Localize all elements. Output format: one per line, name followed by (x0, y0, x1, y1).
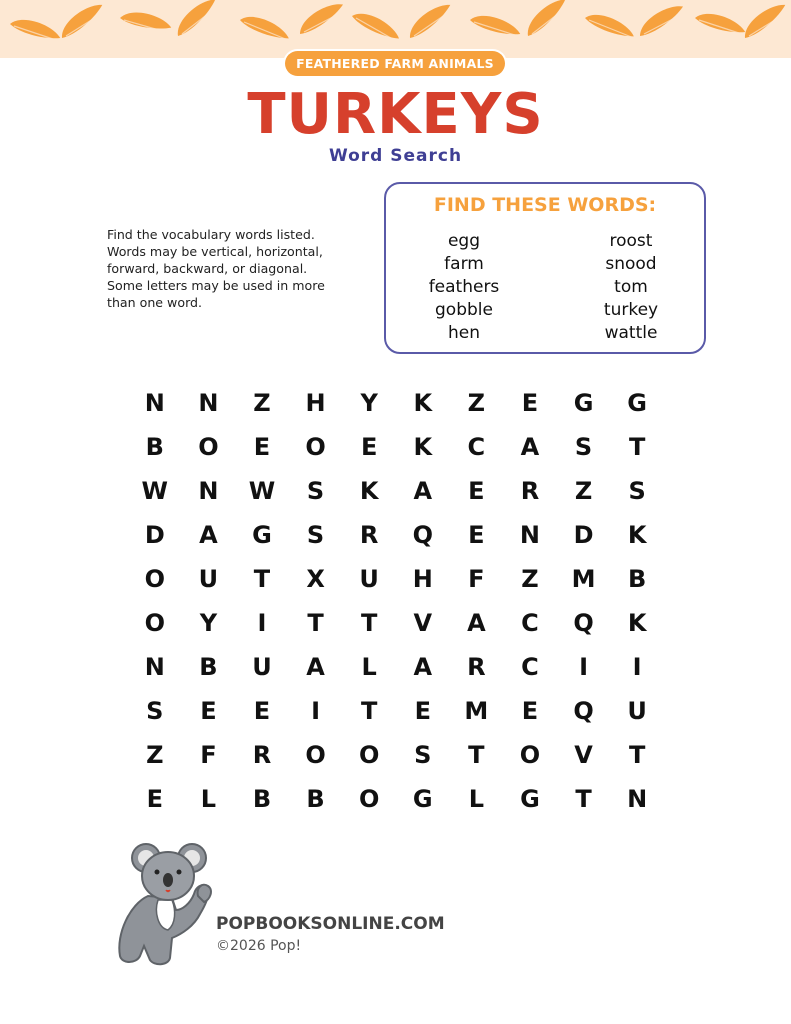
instructions-text (107, 226, 377, 311)
grid-letter: O (144, 565, 165, 593)
word-list-left (399, 230, 529, 345)
grid-letter: Z (146, 741, 164, 769)
grid-letter: B (145, 433, 164, 461)
grid-letter: Z (253, 389, 271, 417)
grid-letter: F (468, 565, 485, 593)
grid-letter: B (306, 785, 325, 813)
grid-letter: K (413, 433, 433, 461)
word-item: feathers (428, 277, 500, 297)
grid-letter: C (467, 433, 486, 461)
grid-letter: C (521, 609, 539, 637)
grid-letter: Y (360, 389, 378, 417)
instructions-line: Find the vocabulary words listed. (107, 227, 315, 242)
grid-letter: O (358, 785, 380, 813)
grid-letter: T (360, 609, 378, 637)
grid-letter: T (468, 741, 485, 769)
grid-letter: U (359, 565, 379, 593)
grid-letter: K (359, 477, 379, 505)
feather-banner (0, 0, 791, 58)
word-item: roost (609, 231, 653, 251)
grid-letter: E (414, 697, 431, 725)
feather-pattern-icon (0, 0, 791, 58)
grid-letter: E (468, 477, 485, 505)
grid-letter: A (306, 653, 325, 681)
grid-letter: O (198, 433, 219, 461)
grid-letter: S (628, 477, 646, 505)
page-subtitle: Word Search (328, 146, 463, 166)
grid-letter: E (200, 697, 217, 725)
grid-letter: H (305, 389, 326, 417)
grid-row (128, 557, 664, 601)
grid-letter: Q (412, 521, 433, 549)
grid-letter: T (575, 785, 592, 813)
grid-letter: L (361, 653, 377, 681)
word-item: turkey (603, 300, 659, 320)
grid-letter: I (579, 653, 589, 681)
grid-letter: A (199, 521, 218, 549)
grid-letter: Z (574, 477, 593, 505)
grid-letter: N (627, 785, 648, 813)
grid-letter: R (520, 477, 540, 505)
grid-row (128, 777, 664, 821)
word-item: tom (614, 277, 648, 297)
grid-letter: S (306, 477, 325, 505)
category-badge: FEATHERED FARM ANIMALS (285, 51, 505, 76)
grid-letter: G (520, 785, 540, 813)
grid-letter: S (306, 521, 325, 549)
grid-letter: T (253, 565, 271, 593)
grid-letter: U (198, 565, 219, 593)
grid-letter: L (468, 785, 484, 813)
grid-row (128, 689, 664, 733)
grid-letter: G (573, 389, 594, 417)
grid-letter: R (252, 741, 272, 769)
grid-letter: G (627, 389, 647, 417)
grid-row (128, 601, 664, 645)
grid-letter: F (200, 741, 217, 769)
grid-letter: V (574, 741, 593, 769)
grid-letter: E (468, 521, 485, 549)
word-list-box (384, 182, 706, 354)
grid-letter: I (257, 609, 267, 637)
word-item: hen (447, 323, 480, 343)
grid-letter: T (628, 741, 646, 769)
grid-letter: H (412, 565, 433, 593)
grid-letter: N (198, 477, 219, 505)
grid-letter: Z (521, 565, 539, 593)
word-list-title: FIND THESE WORDS: (433, 194, 657, 216)
grid-letter: Y (199, 609, 218, 637)
grid-letter: A (413, 653, 433, 681)
grid-letter: R (359, 521, 379, 549)
word-item: farm (444, 254, 484, 274)
grid-letter: I (632, 653, 642, 681)
grid-letter: Z (467, 389, 486, 417)
grid-letter: E (146, 785, 163, 813)
word-item: wattle (604, 323, 658, 343)
grid-letter: N (519, 521, 540, 549)
instructions-line: Words may be vertical, horizontal, (107, 244, 323, 259)
grid-letter: S (414, 741, 432, 769)
grid-letter: E (360, 433, 378, 461)
website-label: POPBOOKSONLINE.COM (216, 914, 445, 934)
grid-row (128, 513, 664, 557)
grid-letter: T (307, 609, 324, 637)
grid-letter: E (253, 697, 271, 725)
grid-letter: T (360, 697, 378, 725)
grid-letter: E (521, 389, 539, 417)
grid-letter: N (144, 389, 165, 417)
grid-letter: R (467, 653, 486, 681)
grid-letter: K (627, 521, 647, 549)
grid-letter: E (253, 433, 271, 461)
instructions-line: Some letters may be used in more (107, 278, 325, 293)
grid-letter: K (627, 609, 647, 637)
grid-letter: V (413, 609, 433, 637)
grid-letter: O (358, 741, 380, 769)
grid-letter: X (306, 565, 325, 593)
grid-letter: O (519, 741, 541, 769)
grid-letter: O (144, 609, 165, 637)
word-list-right (566, 230, 696, 345)
page-title: TURKEYS (247, 82, 544, 147)
grid-letter: G (412, 785, 433, 813)
grid-letter: B (199, 653, 218, 681)
grid-letter: N (144, 653, 165, 681)
grid-row (128, 645, 664, 689)
grid-letter: A (520, 433, 540, 461)
grid-letter: O (305, 741, 326, 769)
grid-row (128, 469, 664, 513)
instructions-line: than one word. (107, 295, 203, 310)
grid-letter: W (248, 477, 276, 505)
grid-letter: S (146, 697, 164, 725)
grid-letter: W (141, 477, 169, 505)
grid-letter: U (252, 653, 272, 681)
grid-row (128, 381, 664, 425)
grid-letter: S (574, 433, 593, 461)
grid-letter: U (627, 697, 647, 725)
grid-row (128, 425, 664, 469)
grid-letter: Q (573, 697, 594, 725)
word-item: gobble (435, 300, 493, 320)
grid-letter: B (627, 565, 647, 593)
word-search-grid (128, 381, 664, 821)
grid-letter: A (413, 477, 433, 505)
word-item: snood (605, 254, 657, 274)
grid-letter: A (467, 609, 486, 637)
koala-icon (110, 838, 220, 966)
grid-letter: C (521, 653, 539, 681)
grid-letter: K (413, 389, 433, 417)
instructions-line: forward, backward, or diagonal. (107, 261, 308, 276)
grid-letter: M (571, 565, 596, 593)
grid-letter: D (573, 521, 594, 549)
word-item: egg (447, 231, 481, 251)
grid-letter: D (144, 521, 165, 549)
grid-letter: T (628, 433, 646, 461)
grid-letter: G (252, 521, 272, 549)
grid-letter: Q (573, 609, 594, 637)
grid-row (128, 733, 664, 777)
grid-letter: B (252, 785, 272, 813)
grid-letter: O (305, 433, 326, 461)
grid-letter: N (198, 389, 219, 417)
copyright-text: ©2026 Pop! (216, 938, 302, 954)
grid-letter: M (464, 697, 489, 725)
grid-letter: E (521, 697, 539, 725)
grid-letter: I (311, 697, 321, 725)
grid-letter: L (200, 785, 217, 813)
